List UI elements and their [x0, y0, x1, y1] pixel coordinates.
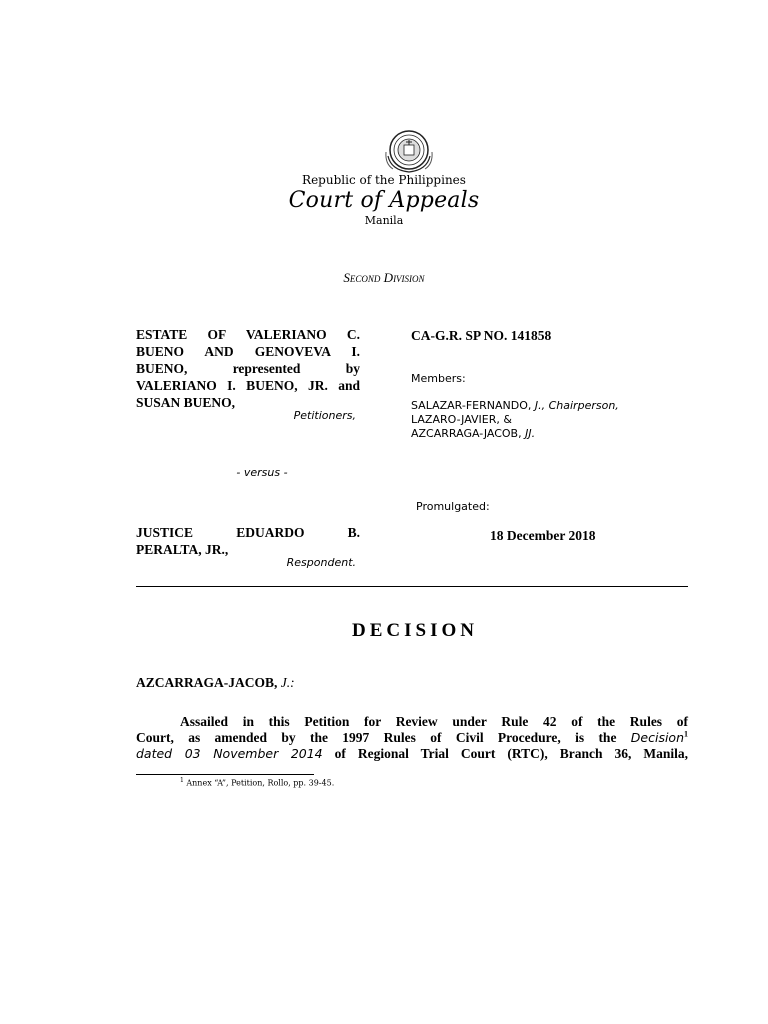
member-1: SALAZAR-FERNANDO, J., Chairperson, — [411, 399, 619, 412]
petitioner-name: ESTATE OF VALERIANO C. BUENO AND GENOVEVA I. BUENO, represented by VALERIANO I. BUENO, JR. and SUSAN BUENO, — [136, 327, 360, 410]
court-city: Manila — [364, 214, 404, 227]
member-2: LAZARO-JAVIER, & — [411, 413, 512, 426]
versus-label: - versus - — [236, 466, 288, 479]
footnote: $^1$ Annex “A”, Petition, Rollo, pp. 39-45. — [180, 777, 335, 788]
promulgated-label: Promulgated: — [416, 500, 490, 513]
respondent-name — [136, 524, 360, 558]
paragraph-line-1: Assailed in this Petition for Review under Rule 42 of the Rules of — [180, 714, 688, 729]
petitioners-label: Petitioners, — [293, 409, 356, 422]
paragraph-line-3: dated 03 November 2014 of Regional Trial Court (RTC), Branch 36, Manila, — [136, 746, 688, 761]
paragraph-line-2: Court, as amended by the 1997 Rules of Civil Procedure, is the Decision$^1$ — [136, 729, 688, 745]
decision-paragraph — [136, 714, 688, 762]
footnote-ref[interactable]: 1 — [684, 729, 688, 739]
respondent-word-2: EDUARDO — [236, 525, 305, 540]
respondent-line-2: PERALTA, JR., — [136, 542, 229, 557]
caption-divider — [136, 586, 688, 587]
case-number: CA-G.R. SP NO. 141858 — [411, 328, 552, 343]
footnote-divider — [136, 774, 314, 775]
members-list — [411, 399, 619, 441]
decision-title: DECISION — [352, 620, 478, 641]
respondent-label: Respondent. — [286, 556, 356, 569]
promulgated-date: 18 December 2018 — [490, 528, 596, 543]
respondent-word-1: JUSTICE — [136, 525, 194, 540]
respondent-word-3: B. — [347, 525, 360, 540]
members-label: Members: — [411, 372, 466, 385]
republic-heading: Republic of the Philippines — [302, 173, 466, 187]
division-heading: Second Division — [343, 270, 425, 285]
court-name: Court of Appeals — [288, 188, 480, 213]
member-3: AZCARRAGA-JACOB, JJ. — [411, 427, 536, 440]
ponente: AZCARRAGA-JACOB, J.: — [136, 675, 295, 690]
court-seal-icon — [383, 126, 435, 176]
